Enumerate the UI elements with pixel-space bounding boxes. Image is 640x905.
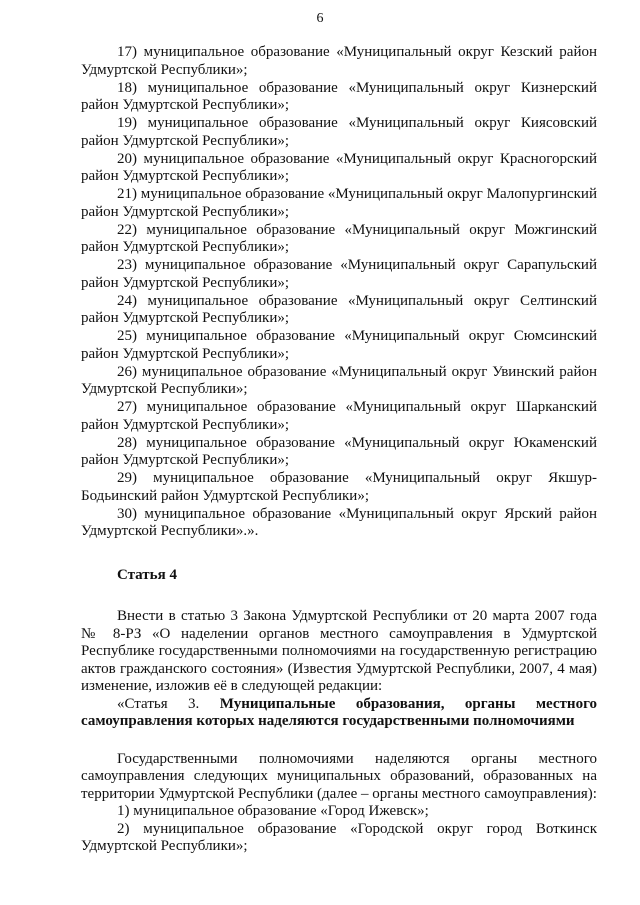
list-item: 24) муниципальное образование «Муниципальный округ Селтинский район Удмуртской Республики»; — [81, 292, 597, 326]
sub-list-item: 1) муниципальное образование «Город Ижевск»; — [117, 803, 429, 819]
quote-title-part2: самоуправления которых наделяются государственными полномочиями — [81, 713, 575, 729]
list-item: 21) муниципальное образование «Муниципальный округ Малопургинский район Удмуртской Республики»; — [81, 186, 597, 220]
list-item: 28) муниципальное образование «Муниципальный округ Юкаменский район Удмуртской Республики»; — [81, 434, 597, 468]
list-item: 29) муниципальное образование «Муниципальный округ Якшур-Бодьинский район Удмуртской Республики»; — [81, 470, 597, 504]
quoted-article-title — [81, 696, 597, 731]
list-item: 27) муниципальное образование «Муниципальный округ Шарканский район Удмуртской Республики»; — [81, 399, 597, 433]
page-number: 6 — [316, 11, 324, 26]
list-item: 25) муниципальное образование «Муниципальный округ Сюмсинский район Удмуртской Республики»; — [81, 328, 597, 362]
quote-prefix: «Статья 3. — [117, 695, 200, 712]
document-body — [81, 44, 597, 856]
spacer — [81, 731, 597, 751]
list-item: 18) муниципальное образование «Муниципальный округ Кизнерский район Удмуртской Республики»; — [81, 79, 597, 113]
sub-list-item: 2) муниципальное образование «Городской округ город Воткинск Удмуртской Республики»; — [81, 820, 597, 854]
list-item: 19) муниципальное образование «Муниципальный округ Киясовский район Удмуртской Республики»; — [81, 115, 597, 149]
list-item: 17) муниципальное образование «Муниципальный округ Кезский район Удмуртской Республики»; — [81, 44, 597, 78]
list-item: 20) муниципальное образование «Муниципальный округ Красногорский район Удмуртской Республики»; — [81, 150, 597, 184]
list-item: 22) муниципальное образование «Муниципальный округ Можгинский район Удмуртской Республики»; — [81, 221, 597, 255]
quote-title-part1: Муниципальные образования, органы местного — [219, 695, 598, 712]
list-item: 26) муниципальное образование «Муниципальный округ Увинский район Удмуртской Республики»; — [81, 363, 597, 397]
article-body: Государственными полномочиями наделяются органы местного самоуправления следующих муниципальных образований, образованных на территории Удмуртской Республики (далее – органы местного самоуправления): — [81, 750, 597, 802]
municipality-list — [81, 44, 597, 541]
list-item: 23) муниципальное образование «Муниципальный округ Сарапульский район Удмуртской Республики»; — [81, 257, 597, 291]
article-heading: Статья 4 — [117, 566, 177, 583]
list-item: 30) муниципальное образование «Муниципальный округ Ярский район Удмуртской Республики».». — [81, 505, 597, 539]
article-intro: Внести в статью 3 Закона Удмуртской Республики от 20 марта 2007 года № 8-РЗ «О наделении органов местного самоуправления в Удмуртской Республике государственными полномочиями на государственную регистрацию актов гражданского состояния» (Известия Удмуртской Республики, 2007, 4 мая) изменение, изложив её в следующей редакции: — [81, 608, 597, 694]
